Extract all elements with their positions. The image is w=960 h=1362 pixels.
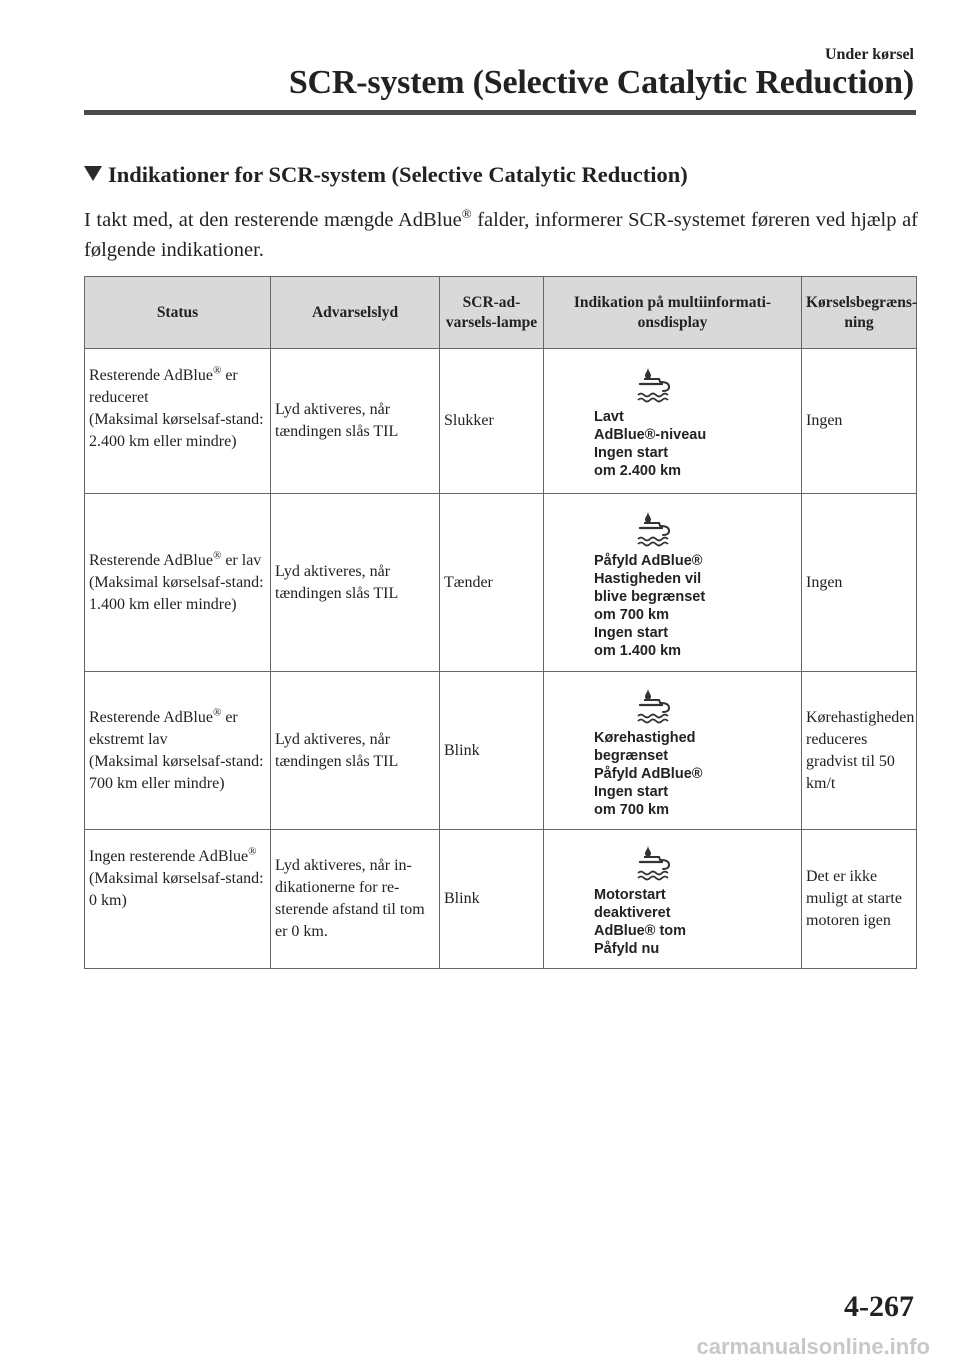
- table-row: [85, 494, 917, 672]
- status-range-text: (Maksimal kørselsaf-stand: 0 km): [89, 870, 264, 909]
- section-heading: [84, 162, 688, 188]
- adblue-icon: [636, 510, 676, 548]
- status-text-b: er ekstremt lav: [89, 708, 238, 748]
- display-line: Lavt: [594, 409, 624, 425]
- display-line: begrænset: [594, 747, 669, 764]
- display-line: om 700 km: [594, 801, 669, 818]
- display-line: Påfyld nu: [594, 941, 660, 957]
- display-line: Ingen start: [594, 445, 669, 461]
- display-message: [594, 729, 797, 819]
- status-text-a: Resterende AdBlue: [89, 367, 213, 384]
- display-message: [594, 552, 797, 660]
- display-line: AdBlue®-niveau: [594, 427, 707, 443]
- table-row: [85, 672, 917, 830]
- table-header-row: [85, 277, 917, 349]
- sound-cell: Lyd aktiveres, når in-dikationerne for re-sterende afstand til tom er 0 km.: [271, 830, 440, 969]
- lamp-cell: Blink: [440, 672, 544, 830]
- table-row: [85, 830, 917, 969]
- display-line: om 2.400 km: [594, 463, 682, 479]
- display-message: [594, 886, 797, 958]
- intro-text-b: falder, informerer SCR-systemet føreren ved hjælp af følgende indikationer.: [84, 209, 918, 261]
- display-line: Kørehastighed: [594, 729, 696, 746]
- status-text-b: er lav: [221, 551, 262, 569]
- intro-registered-mark: ®: [461, 206, 472, 222]
- registered-mark: ®: [212, 549, 222, 562]
- registered-mark: ®: [212, 364, 222, 377]
- registered-mark: ®: [212, 706, 222, 719]
- status-range-text: (Maksimal kørselsaf-stand: 2.400 km eller mindre): [89, 411, 264, 450]
- watermark: carmanualsonline.info: [696, 1334, 930, 1359]
- status-cell: [85, 830, 271, 969]
- status-range-text: (Maksimal kørselsaf-stand: 700 km eller mindre): [89, 752, 264, 792]
- display-line: deaktiveret: [594, 905, 671, 921]
- status-cell: [85, 494, 271, 672]
- sound-cell: Lyd aktiveres, når tændingen slås TIL: [271, 672, 440, 830]
- lamp-cell: Tænder: [440, 494, 544, 672]
- display-line: Ingen start: [594, 624, 669, 641]
- header-display: Indikation på multiinformati-onsdisplay: [544, 277, 802, 349]
- registered-mark: ®: [248, 845, 257, 858]
- status-text-a: Resterende AdBlue: [89, 708, 213, 726]
- lamp-cell: Slukker: [440, 349, 544, 494]
- header-lamp: SCR-ad-varsels-lampe: [440, 277, 544, 349]
- status-range-text: (Maksimal kørselsaf-stand: 1.400 km eller mindre): [89, 573, 264, 613]
- limit-cell: Kørehastigheden reduceres gradvist til 50 km/t: [802, 672, 917, 830]
- header-status: Status: [85, 277, 271, 349]
- display-line: om 700 km: [594, 606, 669, 623]
- status-text-a: Resterende AdBlue: [89, 551, 213, 569]
- display-line: om 1.400 km: [594, 642, 682, 659]
- display-line: Hastigheden vil: [594, 570, 702, 587]
- header-sound: Advarselslyd: [271, 277, 440, 349]
- triangle-bullet-icon: [84, 166, 102, 181]
- display-cell: [544, 672, 802, 830]
- header-limit: Kørselsbegræns-ning: [802, 277, 917, 349]
- chapter-label: Under kørsel: [824, 46, 914, 63]
- intro-text-a: I takt med, at den resterende mængde AdBlue: [84, 209, 462, 231]
- limit-cell: Det er ikke muligt at starte motoren igen: [802, 830, 917, 969]
- page-number: 4-267: [844, 1290, 914, 1323]
- sound-cell: Lyd aktiveres, når tændingen slås TIL: [271, 349, 440, 494]
- display-line: Påfyld AdBlue®: [594, 765, 703, 782]
- status-text-a: Ingen resterende AdBlue: [89, 848, 249, 865]
- display-line: Motorstart: [594, 887, 666, 903]
- status-cell: [85, 349, 271, 494]
- status-text-b: er reduceret: [89, 367, 238, 406]
- display-cell: [544, 830, 802, 969]
- section-heading-text: Indikationer for SCR-system (Selective Catalytic Reduction): [108, 162, 688, 187]
- header-rule: [84, 110, 916, 115]
- limit-cell: Ingen: [802, 349, 917, 494]
- display-line: Ingen start: [594, 783, 669, 800]
- lamp-cell: Blink: [440, 830, 544, 969]
- scr-indication-table: [84, 276, 917, 969]
- display-line: Påfyld AdBlue®: [594, 552, 703, 569]
- display-message: [594, 408, 797, 480]
- adblue-icon: [636, 844, 676, 882]
- display-line: AdBlue® tom: [594, 923, 687, 939]
- display-cell: [544, 494, 802, 672]
- page-title: SCR-system (Selective Catalytic Reduction): [288, 64, 914, 101]
- status-cell: [85, 672, 271, 830]
- sound-cell: Lyd aktiveres, når tændingen slås TIL: [271, 494, 440, 672]
- table-row: [85, 349, 917, 494]
- display-line: blive begrænset: [594, 588, 706, 605]
- limit-cell: Ingen: [802, 494, 917, 672]
- adblue-icon: [636, 366, 676, 404]
- display-cell: [544, 349, 802, 494]
- adblue-icon: [636, 687, 676, 725]
- intro-paragraph: [84, 205, 918, 265]
